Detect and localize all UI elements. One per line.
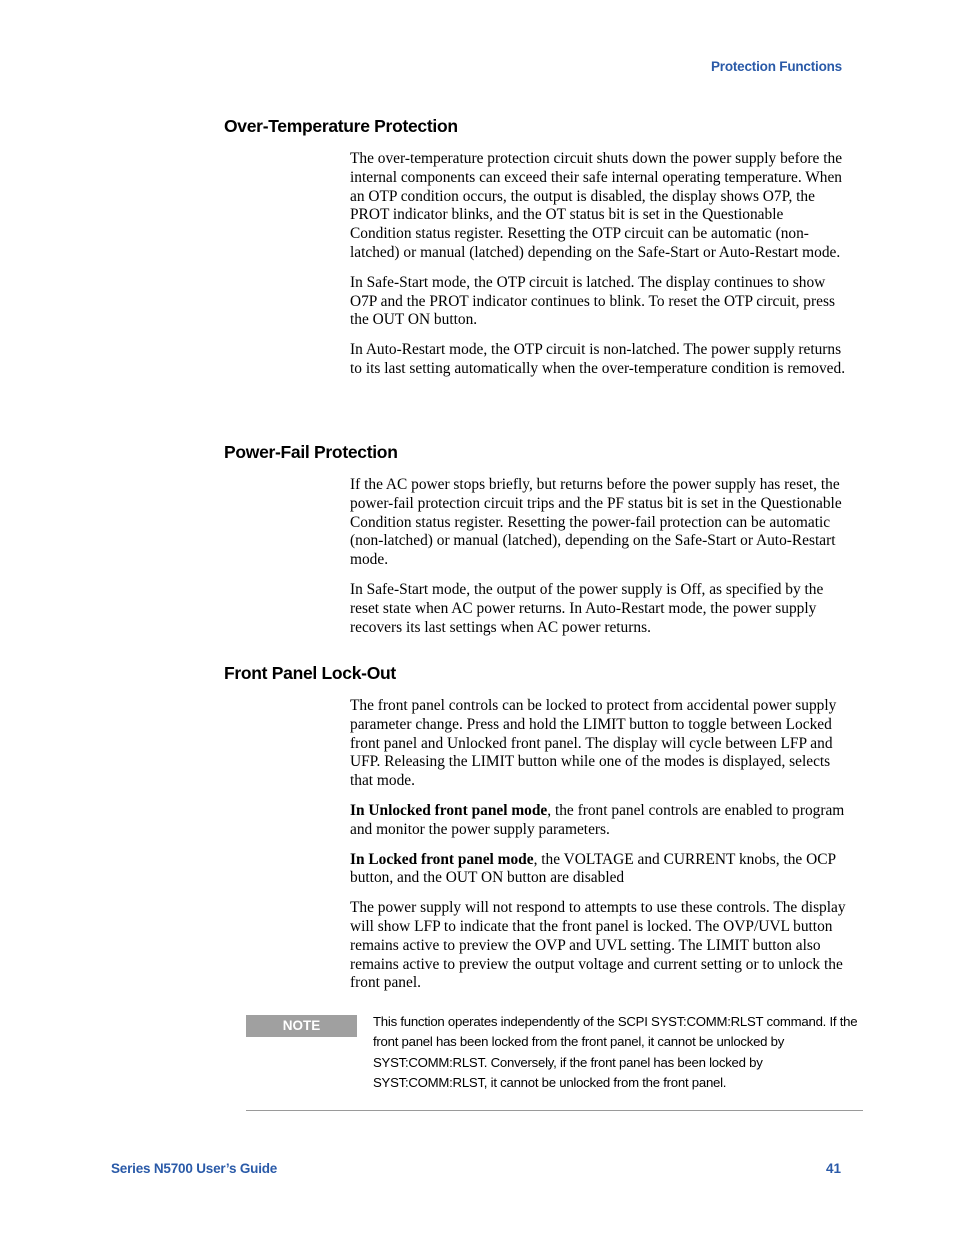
page-number: 41 — [825, 1161, 841, 1176]
bold-term: In Locked front panel mode — [350, 850, 534, 868]
paragraph: The front panel controls can be locked to protect from accidental power supply parameter change. Press and hold the LIMIT button to toggle between Locked front panel and Unlocked front panel. The display will cycle between LFP and UFP. Releasing the LIMIT button while one of the modes is displayed, selects that mode. — [350, 697, 837, 790]
paragraph: In Safe-Start mode, the OTP circuit is latched. The display continues to show O7P and the PROT indicator continues to blink. To reset the OTP circuit, press the OUT ON button. — [350, 273, 835, 329]
footer-guide-title: Series N5700 User’s Guide — [111, 1161, 278, 1176]
section-body-over-temperature — [350, 150, 846, 390]
paragraph-locked-mode — [350, 851, 846, 889]
section-heading-front-panel-lock-out: Front Panel Lock-Out — [224, 663, 396, 683]
paragraph-unlocked-mode — [350, 802, 846, 840]
paragraph: The power supply will not respond to attempts to use these controls. The display will show LFP to indicate that the front panel is locked. The OVP/UVL button remains active to preview the OVP and UVL setting. The LIMIT button also remains active to preview the output voltage and current setting or to unlock the front panel. — [350, 899, 846, 992]
section-body-power-fail — [350, 476, 846, 648]
divider — [246, 1110, 863, 1111]
note-badge: NOTE — [246, 1015, 357, 1037]
paragraph-text: , the front panel controls are enabled to program and monitor the power supply parameters. — [350, 801, 845, 838]
bold-term: In Unlocked front panel mode — [350, 801, 548, 819]
section-body-front-panel-lock-out — [350, 697, 846, 1004]
paragraph: The over-temperature protection circuit shuts down the power supply before the internal components can exceed their safe internal operating temperature. When an OTP condition occurs, the output is disabled, the display shows O7P, the PROT indicator blinks, and the OT status bit is set in the Questionable Condition status register. Resetting the OTP circuit can be automatic (non-latched) or manual (latched) depending on the Safe-Start or Auto-Restart mode. — [350, 150, 843, 261]
section-heading-over-temperature: Over-Temperature Protection — [224, 116, 458, 136]
paragraph: In Auto-Restart mode, the OTP circuit is non-latched. The power supply returns to its last setting automatically when the over-temperature condition is removed. — [350, 341, 846, 377]
section-heading-power-fail: Power-Fail Protection — [224, 442, 398, 462]
running-header: Protection Functions — [710, 59, 842, 74]
paragraph: If the AC power stops briefly, but returns before the power supply has reset, the power-fail protection circuit trips and the PF status bit is set in the Questionable Condition status register. Resetting the power-fail protection can be automatic (non-latched) or manual (latched), depending on the Safe-Start or Auto-Restart mode. — [350, 476, 842, 569]
paragraph-text: , the VOLTAGE and CURRENT knobs, the OCP button, and the OUT ON button are disabled — [350, 850, 836, 887]
note-text: This function operates independently of the SCPI SYST:COMM:RLST command. If the front panel has been locked from the front panel, it cannot be unlocked by SYST:COMM:RLST. Conversely, if the front panel has been locked by SYST:COMM:RLST, it cannot be unlocked from the front panel. — [373, 1014, 858, 1090]
paragraph: In Safe-Start mode, the output of the power supply is Off, as specified by the reset state when AC power returns. In Auto-Restart mode, the power supply recovers its last settings when AC power returns. — [350, 580, 824, 636]
